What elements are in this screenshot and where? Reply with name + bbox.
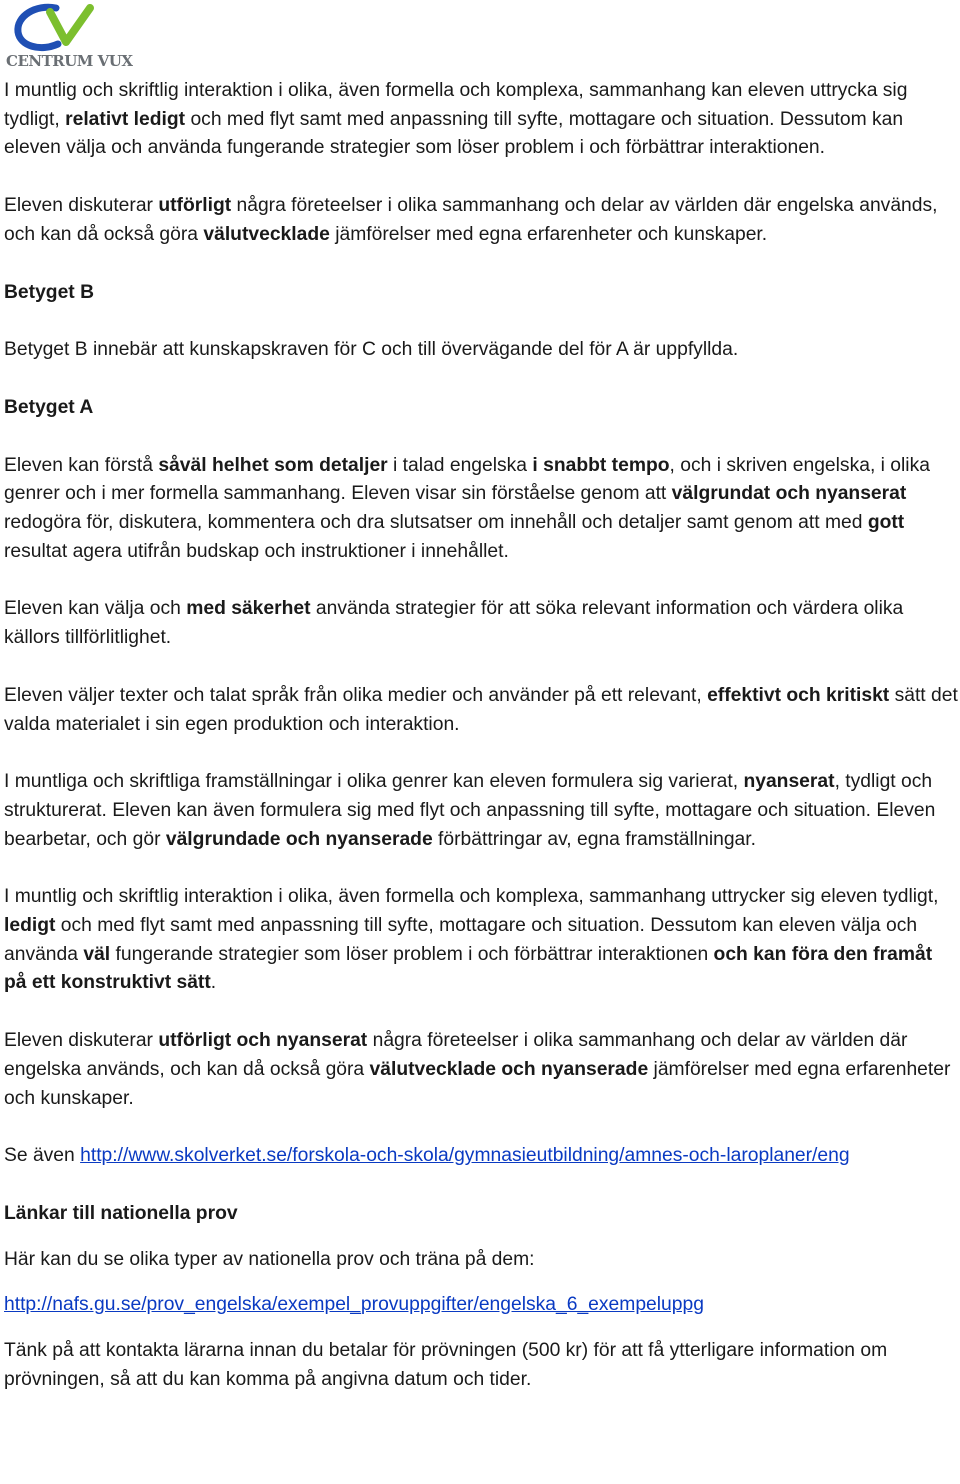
paragraph-interaction-c: I muntlig och skriftlig interaktion i olika, även formella och komplexa, sammanhang kan eleven uttrycka sig tydligt, relativt ledigt och med flyt samt med anpassning till syfte, mottagare och situation. Dessutom kan eleven välja och använda fungerande strategier som löser problem i och förbättrar interaktionen. [4, 80, 908, 159]
paragraph-see-also: Se även http://www.skolverket.se/forskola-och-skola/gymnasieutbildning/amnes-och-laroplaner/eng [4, 1145, 850, 1167]
paragraph-understanding-a: Eleven kan förstå såväl helhet som detaljer i talad engelska i snabbt tempo, och i skriven engelska, i olika genrer och i mer formella sammanhang. Eleven visar sin förståelse genom att välgrundat och nyanserat redogöra för, diskutera, kommentera och dra slutsatser om innehåll och detaljer samt genom att med gott resultat agera utifrån budskap och instruktioner i innehållet. [4, 454, 930, 562]
document-body [4, 77, 958, 1395]
logo-mark-icon [6, 2, 116, 54]
paragraph-discussion-a: Eleven diskuterar utförligt och nyanserat några företeelser i olika sammanhang och delar av världen där engelska används, och kan då också göra välutvecklade och nyanserade jämförelser med egna erfarenheter och kunskaper. [4, 1030, 951, 1109]
paragraph-production-a: I muntliga och skriftliga framställningar i olika genrer kan eleven formulera sig varierat, nyanserat, tydligt och strukturerat. Eleven kan även formulera sig med flyt och anpassning till syfte, mottagare och situation. Eleven bearbetar, och gör välgrundade och nyanserade förbättringar av, egna framställningar. [4, 771, 936, 850]
centrum-vux-logo [6, 2, 133, 70]
nafs-link[interactable]: http://nafs.gu.se/prov_engelska/exempel_provuppgifter/engelska_6_exempeluppg [4, 1294, 704, 1316]
paragraph-media-a: Eleven väljer texter och talat språk från olika medier och använder på ett relevant, effektivt och kritiskt sätt det valda materialet i sin egen produktion och interaktion. [4, 684, 958, 735]
logo-wordmark: CENTRUM VUX [6, 52, 133, 70]
paragraph-interaction-a: I muntlig och skriftlig interaktion i olika, även formella och komplexa, sammanhang uttrycker sig eleven tydligt, ledigt och med flyt samt med anpassning till syfte, mottagare och situation. Dessutom kan eleven välja och använda väl fungerande strategier som löser problem i och förbättrar interaktionen och kan föra den framåt på ett konstruktivt sätt. [4, 886, 939, 994]
skolverket-link[interactable]: http://www.skolverket.se/forskola-och-skola/gymnasieutbildning/amnes-och-laroplaner/eng [80, 1145, 850, 1167]
paragraph-tests-link [4, 1291, 958, 1320]
heading-national-tests: Länkar till nationella prov [4, 1202, 238, 1224]
paragraph-contact-teachers: Tänk på att kontakta lärarna innan du betalar för prövningen (500 kr) för att få ytterligare information om prövningen, så att du kan komma på angivna datum och tider. [4, 1340, 888, 1390]
heading-betyget-a: Betyget A [4, 396, 94, 418]
heading-betyget-b: Betyget B [4, 281, 94, 303]
paragraph-discussion-c: Eleven diskuterar utförligt några företeelser i olika sammanhang och delar av världen där engelska används, och kan då också göra välutvecklade jämförelser med egna erfarenheter och kunskaper. [4, 195, 938, 245]
paragraph-strategies-a: Eleven kan välja och med säkerhet använda strategier för att söka relevant information och värdera olika källors tillförlitlighet. [4, 598, 904, 649]
paragraph-tests-intro: Här kan du se olika typer av nationella prov och träna på dem: [4, 1248, 535, 1270]
paragraph-betyget-b: Betyget B innebär att kunskapskraven för C och till övervägande del för A är uppfyllda. [4, 339, 739, 361]
